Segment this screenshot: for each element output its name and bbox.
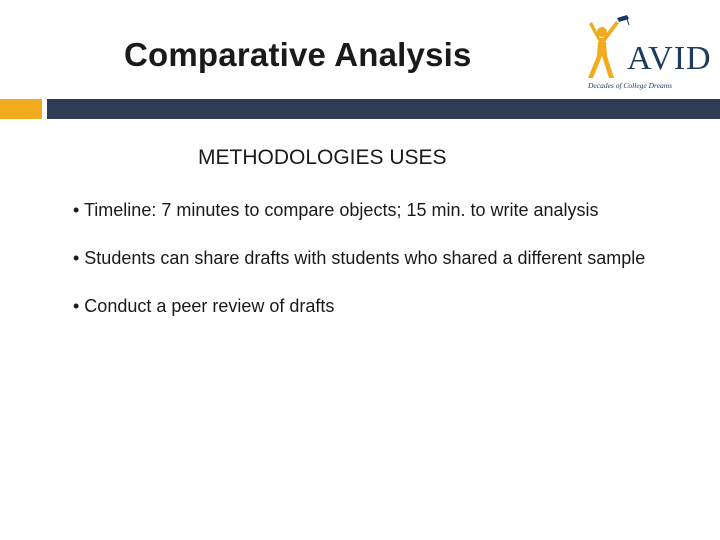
list-item: • Timeline: 7 minutes to compare objects; 15 min. to write analysis xyxy=(73,200,599,220)
logo-tagline: Decades of College Dreams xyxy=(588,81,673,90)
header-divider-bar xyxy=(47,99,720,119)
slide-title: Comparative Analysis xyxy=(124,36,472,73)
accent-bar xyxy=(0,99,42,119)
list-item: • Students can share drafts with students who shared a different sample xyxy=(73,248,646,268)
logo-wordmark: AVID xyxy=(627,40,712,77)
bullet-list xyxy=(73,198,653,342)
list-item: • Conduct a peer review of drafts xyxy=(73,296,335,316)
avid-logo xyxy=(583,14,712,94)
section-subtitle: METHODOLOGIES USES xyxy=(198,146,447,169)
